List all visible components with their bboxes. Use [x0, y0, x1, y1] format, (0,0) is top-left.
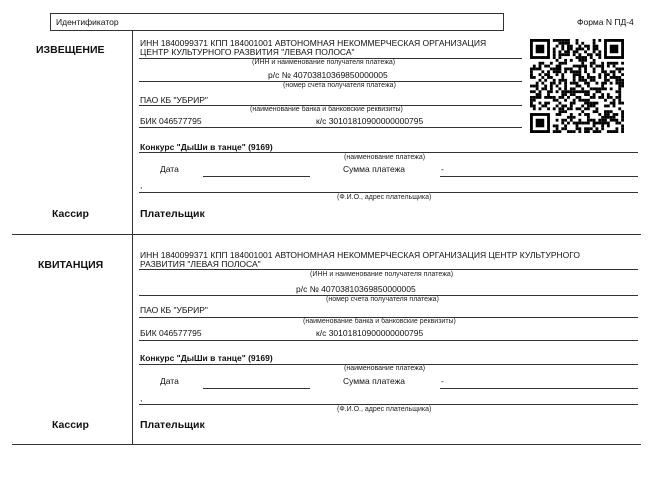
column-divider — [132, 31, 133, 445]
notice-amount-value: - — [441, 164, 444, 174]
receipt-bank-caption: (наименование банка и банковские реквизиты) — [303, 318, 456, 325]
notice-account-caption: (номер счета получателя платежа) — [283, 82, 396, 89]
receipt-purpose-caption: (наименование платежа) — [344, 365, 426, 372]
notice-purpose: Конкурс "ДыШи в танце" (9169) — [140, 142, 273, 152]
receipt-recipient-line2: РАЗВИТИЯ "ЛЕВАЯ ПОЛОСА" — [140, 259, 261, 269]
receipt-payer-value: , — [140, 393, 143, 403]
receipt-date-label: Дата — [160, 376, 179, 386]
notice-bank-caption: (наименование банка и банковские реквизиты) — [250, 106, 403, 113]
receipt-bank: ПАО КБ "УБРИР" — [140, 305, 208, 315]
notice-bank: ПАО КБ "УБРИР" — [140, 95, 208, 105]
receipt-recipient-caption: (ИНН и наименование получателя платежа) — [310, 271, 454, 278]
receipt-corr-account: к/с 30101810900000000795 — [316, 328, 424, 338]
receipt-payer-label: Плательщик — [140, 419, 205, 431]
identifier-label: Идентификатор — [56, 17, 119, 27]
receipt-account: р/с № 40703810369850000005 — [296, 284, 416, 294]
notice-title: ИЗВЕЩЕНИЕ — [36, 44, 105, 56]
notice-date-field — [203, 176, 310, 177]
notice-amount-field — [440, 176, 638, 177]
receipt-title: КВИТАНЦИЯ — [38, 259, 104, 271]
notice-cashier-label: Кассир — [52, 208, 89, 220]
identifier-box — [50, 13, 504, 31]
receipt-amount-label: Сумма платежа — [343, 376, 406, 386]
bottom-border — [12, 444, 641, 445]
notice-payer-caption: (Ф.И.О., адрес плательщика) — [337, 194, 432, 201]
notice-date-label: Дата — [160, 164, 179, 174]
receipt-bik: БИК 046577795 — [140, 328, 202, 338]
receipt-date-field — [203, 388, 310, 389]
qr-code-icon — [530, 39, 624, 133]
notice-account: р/с № 40703810369850000005 — [268, 70, 388, 80]
receipt-account-caption: (номер счета получателя платежа) — [326, 296, 439, 303]
receipt-amount-value: - — [441, 376, 444, 386]
notice-purpose-caption: (наименование платежа) — [344, 154, 426, 161]
notice-payer-value: , — [140, 180, 143, 190]
receipt-payer-caption: (Ф.И.О., адрес плательщика) — [337, 406, 432, 413]
notice-recipient-caption: (ИНН и наименование получателя платежа) — [252, 59, 396, 66]
receipt-amount-field — [440, 388, 638, 389]
receipt-cashier-label: Кассир — [52, 419, 89, 431]
receipt-purpose: Конкурс "ДыШи в танце" (9169) — [140, 353, 273, 363]
notice-recipient-line1: ИНН 1840099371 КПП 184001001 АВТОНОМНАЯ НЕКОММЕРЧЕСКАЯ ОРГАНИЗАЦИЯ — [140, 38, 487, 48]
notice-corr-account: к/с 30101810900000000795 — [316, 116, 424, 126]
section-divider — [12, 234, 641, 235]
notice-payer-label: Плательщик — [140, 208, 205, 220]
form-label: Форма N ПД-4 — [577, 17, 634, 27]
notice-bik: БИК 046577795 — [140, 116, 202, 126]
notice-amount-label: Сумма платежа — [343, 164, 406, 174]
notice-recipient-line2: ЦЕНТР КУЛЬТУРНОГО РАЗВИТИЯ "ЛЕВАЯ ПОЛОСА" — [140, 47, 355, 57]
receipt-recipient-line1: ИНН 1840099371 КПП 184001001 АВТОНОМНАЯ НЕКОММЕРЧЕСКАЯ ОРГАНИЗАЦИЯ ЦЕНТР КУЛЬТУРНОГО — [140, 250, 580, 260]
